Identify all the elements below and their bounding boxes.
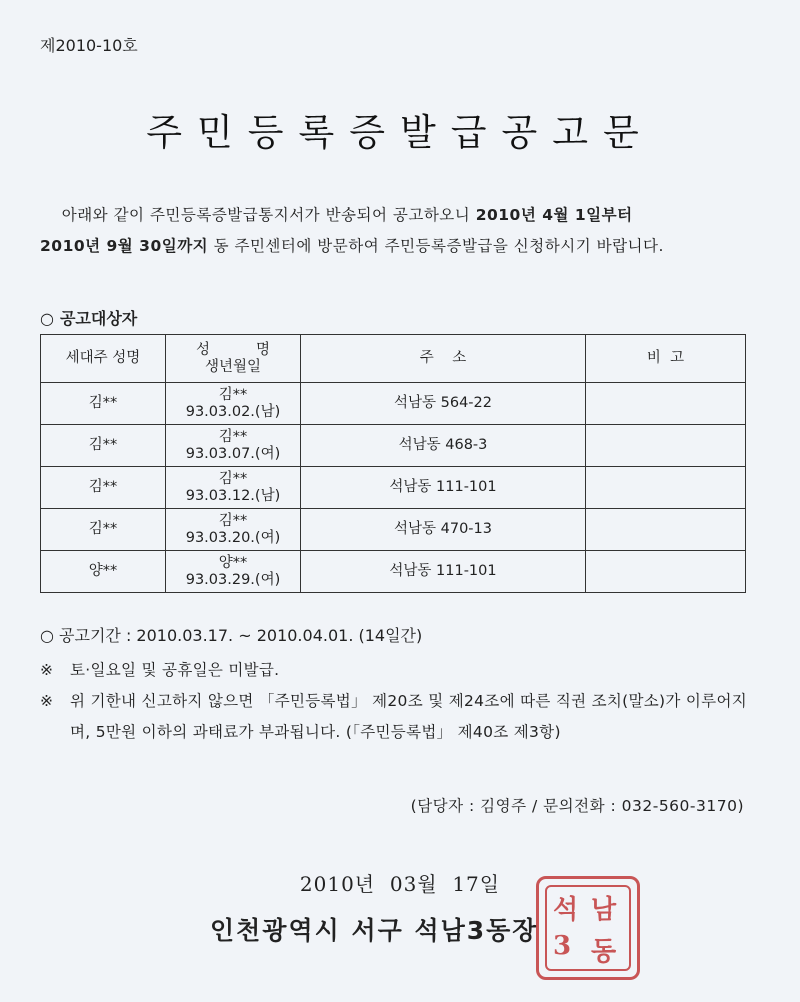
cell-birthdate: 93.03.29.(여) [185, 571, 281, 588]
section-heading-label: 공고대상자 [59, 309, 138, 328]
cell-remarks [586, 509, 746, 551]
cell-remarks [586, 383, 746, 425]
note-text: 위 기한내 신고하지 않으면 「주민등록법」 제20조 및 제24조에 따른 직권 조치(말소)가 이루어지며, 5만원 이하의 과태료가 부과됩니다. (「주민등록법」 제40조 제3항) [70, 692, 747, 741]
cell-name-birthdate [166, 425, 301, 467]
cell-name-birthdate [166, 509, 301, 551]
cell-name: 김** [218, 386, 248, 403]
header-address: 주 소 [301, 335, 586, 383]
header-birthdate: 생년월일 [204, 358, 262, 375]
cell-birthdate: 93.03.12.(남) [185, 487, 281, 504]
cell-name-birthdate [166, 383, 301, 425]
cell-address: 석남동 111-101 [301, 467, 586, 509]
intro-end-date: 2010년 9월 30일까지 [40, 237, 209, 255]
table-row [41, 467, 746, 509]
cell-remarks [586, 425, 746, 467]
cell-address: 석남동 468-3 [301, 425, 586, 467]
note-item [40, 655, 762, 686]
document-title: 주민등록증발급공고문 [146, 111, 654, 154]
notice-targets-table [40, 334, 746, 593]
note-mark: ※ [40, 692, 53, 710]
table-row [41, 383, 746, 425]
section-bullet: ○ [40, 309, 54, 328]
table-header-row [41, 335, 746, 383]
cell-householder: 김** [41, 425, 166, 467]
contact-info: (담당자 : 김영주 / 문의전화 : 032-560-3170) [410, 797, 744, 815]
cell-birthdate: 93.03.07.(여) [185, 445, 281, 462]
table-row [41, 425, 746, 467]
cell-remarks [586, 467, 746, 509]
table-row [41, 551, 746, 593]
note-item [40, 686, 762, 748]
cell-name: 김** [218, 512, 248, 529]
cell-name: 김** [218, 470, 248, 487]
section-heading [40, 306, 137, 329]
intro-text-1: 아래와 같이 주민등록증발급통지서가 반송되어 공고하오니 [61, 206, 476, 224]
cell-householder: 김** [41, 467, 166, 509]
cell-householder: 양** [41, 551, 166, 593]
header-remarks: 비 고 [586, 335, 746, 383]
cell-name-birthdate [166, 467, 301, 509]
header-name: 성 명 [195, 341, 271, 358]
cell-name: 양** [218, 554, 248, 571]
cell-name: 김** [218, 428, 248, 445]
note-mark: ※ [40, 661, 53, 679]
note-text: 토·일요일 및 공휴일은 미발급. [70, 661, 280, 679]
cell-householder: 김** [41, 383, 166, 425]
official-seal: 석 남 3 동 [536, 876, 640, 980]
intro-text-2: 동 주민센터에 방문하여 주민등록증발급을 신청하시기 바랍니다. [208, 237, 664, 255]
document-number: 제2010-10호 [40, 36, 138, 55]
table-row [41, 509, 746, 551]
cell-address: 석남동 111-101 [301, 551, 586, 593]
cell-householder: 김** [41, 509, 166, 551]
intro-start-date: 2010년 4월 1일부터 [475, 206, 633, 224]
cell-birthdate: 93.03.02.(남) [185, 403, 281, 420]
header-householder: 세대주 성명 [41, 335, 166, 383]
cell-address: 석남동 564-22 [301, 383, 586, 425]
issue-date: 2010년 03월 17일 [299, 872, 501, 896]
issuer-name: 인천광역시 서구 석남3동장 [210, 916, 539, 945]
notes [40, 655, 762, 748]
header-name-birthdate [166, 335, 301, 383]
intro-paragraph [40, 200, 762, 262]
cell-birthdate: 93.03.20.(여) [185, 529, 281, 546]
notice-period: ○ 공고기간 : 2010.03.17. ~ 2010.04.01. (14일간) [40, 626, 423, 645]
cell-name-birthdate [166, 551, 301, 593]
cell-remarks [586, 551, 746, 593]
cell-address: 석남동 470-13 [301, 509, 586, 551]
